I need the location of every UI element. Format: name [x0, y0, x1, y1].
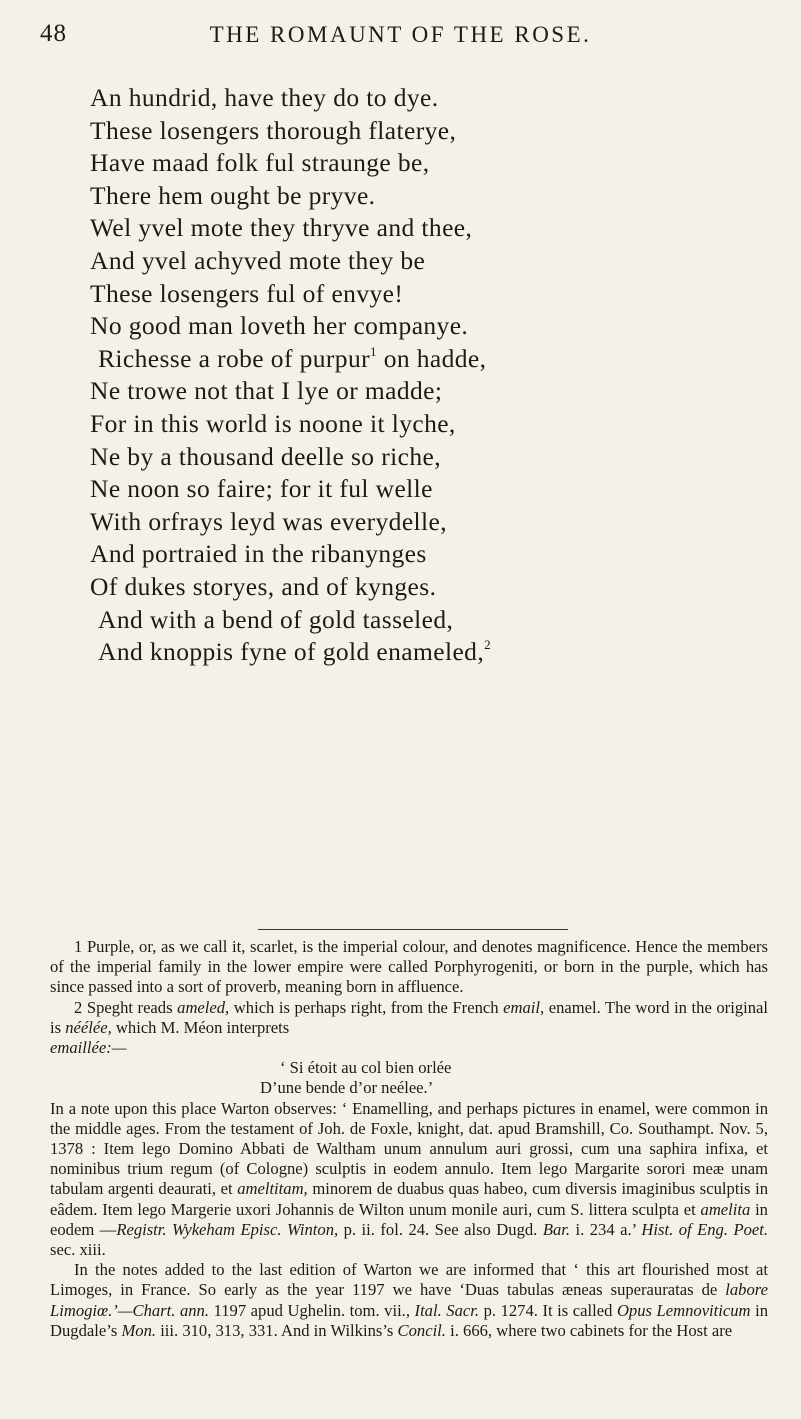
verse-line: And portraied in the ribanynges — [90, 539, 427, 569]
footnote-2 — [50, 998, 768, 1059]
page-number: 48 — [40, 20, 67, 47]
note-text: 1197 apud Ughelin. tom. vii., — [213, 1300, 410, 1320]
verse-line: An hundrid, have they do to dye. — [90, 83, 439, 112]
verse-line: And yvel achyved mote they be — [90, 245, 426, 275]
footnote-italic: emaillée:— — [50, 1038, 127, 1058]
footnote-italic: email, — [503, 997, 545, 1017]
footnote-text: Purple, or, as we call it, scarlet, is the imperial colour, and denotes magnificence. Hence the members of the imperial family in the lower empire were called Porphyrogeniti, or born in the purple, which has since passed into a sort of proverb, meaning born in affluence. — [50, 937, 768, 997]
note-text: sec. xiii. — [50, 1240, 106, 1260]
limoges-note — [50, 1260, 768, 1341]
note-italic: Opus Lemnoviticum — [616, 1300, 751, 1320]
note-italic: Bar. — [542, 1219, 571, 1239]
verse-line: Wel yvel mote they thryve and thee, — [90, 213, 473, 243]
footnote-italic: ameled, — [177, 997, 230, 1017]
verse-line: Ne by a thousand deelle so riche, — [90, 441, 441, 471]
verse-text: on hadde, — [383, 343, 487, 373]
footnote-text: which is perhaps right, from the French — [233, 997, 499, 1017]
verse-line: Have maad folk ful straunge be, — [90, 148, 430, 178]
verse-line: There hem ought be pryve. — [90, 180, 376, 210]
verse-line: With orfrays leyd was everydelle, — [90, 506, 448, 536]
footnote-marker: 1 — [370, 343, 377, 359]
verse-line: Ne noon so faire; for it ful welle — [90, 474, 433, 504]
note-text: p. ii. fol. 24. See also Dugd. — [343, 1219, 538, 1239]
warton-note — [50, 1099, 768, 1261]
footnote-text: enamel. The word in the original is — [50, 997, 768, 1037]
note-text: i. 666, where two cabinets for the Host are — [450, 1320, 733, 1340]
verse-line: No good man loveth her companye. — [90, 311, 469, 341]
note-italic: amelita — [700, 1199, 751, 1219]
quotation-line: ‘ Si étoit au col bien orlée — [280, 1058, 452, 1078]
note-text: In a note upon this place Warton observes: ‘ Enamelling, and perhaps pictures in enamel, were common in the middle ages. From the testament of Joh. de Foxle, knight, dat. apud Bramshill, Co. Southampt. Nov. 5, 1378 : Item lego Domino Abbati de Waltham unum annulum auri grossi, cum una saphira infixa, et nominibus trium regum (of Cologne) sculptis in eodem annulo. Item lego Margarite sorori meæ unam tabulam argenti deaurati, et — [50, 1098, 768, 1199]
verse-line: Ne trowe not that I lye or madde; — [90, 376, 443, 406]
note-italic: labore Limogiœ.’—Chart. ann. — [50, 1280, 768, 1320]
footnote-number: 1 — [74, 937, 83, 956]
note-italic: Concil. — [397, 1320, 446, 1340]
verse-line — [90, 343, 770, 376]
quotation-line: D’une bende d’or neélee.’ — [260, 1078, 434, 1098]
footnote-rule — [258, 929, 568, 930]
verse-line: And with a bend of gold tasseled, — [98, 604, 454, 634]
note-text: In the notes added to the last edition of Warton we are informed that ‘ this art flourished most at Limoges, in France. So early as the year 1197 we have ‘Duas tabulas æneas superauratas de — [50, 1260, 768, 1300]
note-text: i. 234 a.’ — [575, 1219, 636, 1239]
note-italic: Hist. of Eng. Poet. — [641, 1219, 769, 1239]
note-italic: ameltitam, — [237, 1179, 308, 1199]
note-italic: Ital. Sacr. — [414, 1300, 480, 1320]
footnote-text: Speght reads — [86, 997, 173, 1017]
verse-line: Of dukes storyes, and of kynges. — [90, 571, 437, 601]
verse-block — [90, 82, 770, 669]
verse-text: And knoppis fyne of gold enameled, — [98, 637, 485, 667]
verse-line — [90, 636, 770, 669]
verse-line: These losengers ful of envye! — [90, 278, 404, 308]
footnote-1 — [50, 937, 768, 998]
running-title: THE ROMAUNT OF THE ROSE. — [209, 22, 592, 47]
note-text: in Dugdale’s — [50, 1300, 769, 1340]
note-italic: Mon. — [121, 1320, 157, 1340]
verse-line: These losengers thorough flaterye, — [90, 115, 457, 145]
verse-text: Richesse a robe of purpur — [98, 343, 370, 373]
footnote-text: which M. Méon interprets — [115, 1017, 290, 1037]
note-italic: Registr. Wykeham Episc. Winton, — [116, 1219, 339, 1239]
footnote-italic: néélée, — [65, 1017, 112, 1037]
note-text: iii. 310, 313, 331. And in Wilkins’s — [160, 1320, 394, 1340]
note-text: minorem de duabus quas habeo, cum diversis imaginibus sculptis in eâdem. Item lego Margerie uxori Johannis de Wilton unum monile auri, cum S. littera sculpta et — [50, 1179, 769, 1219]
note-text: p. 1274. It is called — [483, 1300, 613, 1320]
verse-line: For in this world is noone it lyche, — [90, 408, 456, 438]
note-text: in eodem — — [50, 1199, 768, 1239]
footnotes — [50, 937, 768, 1341]
footnote-marker: 2 — [484, 637, 492, 653]
footnote-number: 2 — [74, 997, 83, 1017]
